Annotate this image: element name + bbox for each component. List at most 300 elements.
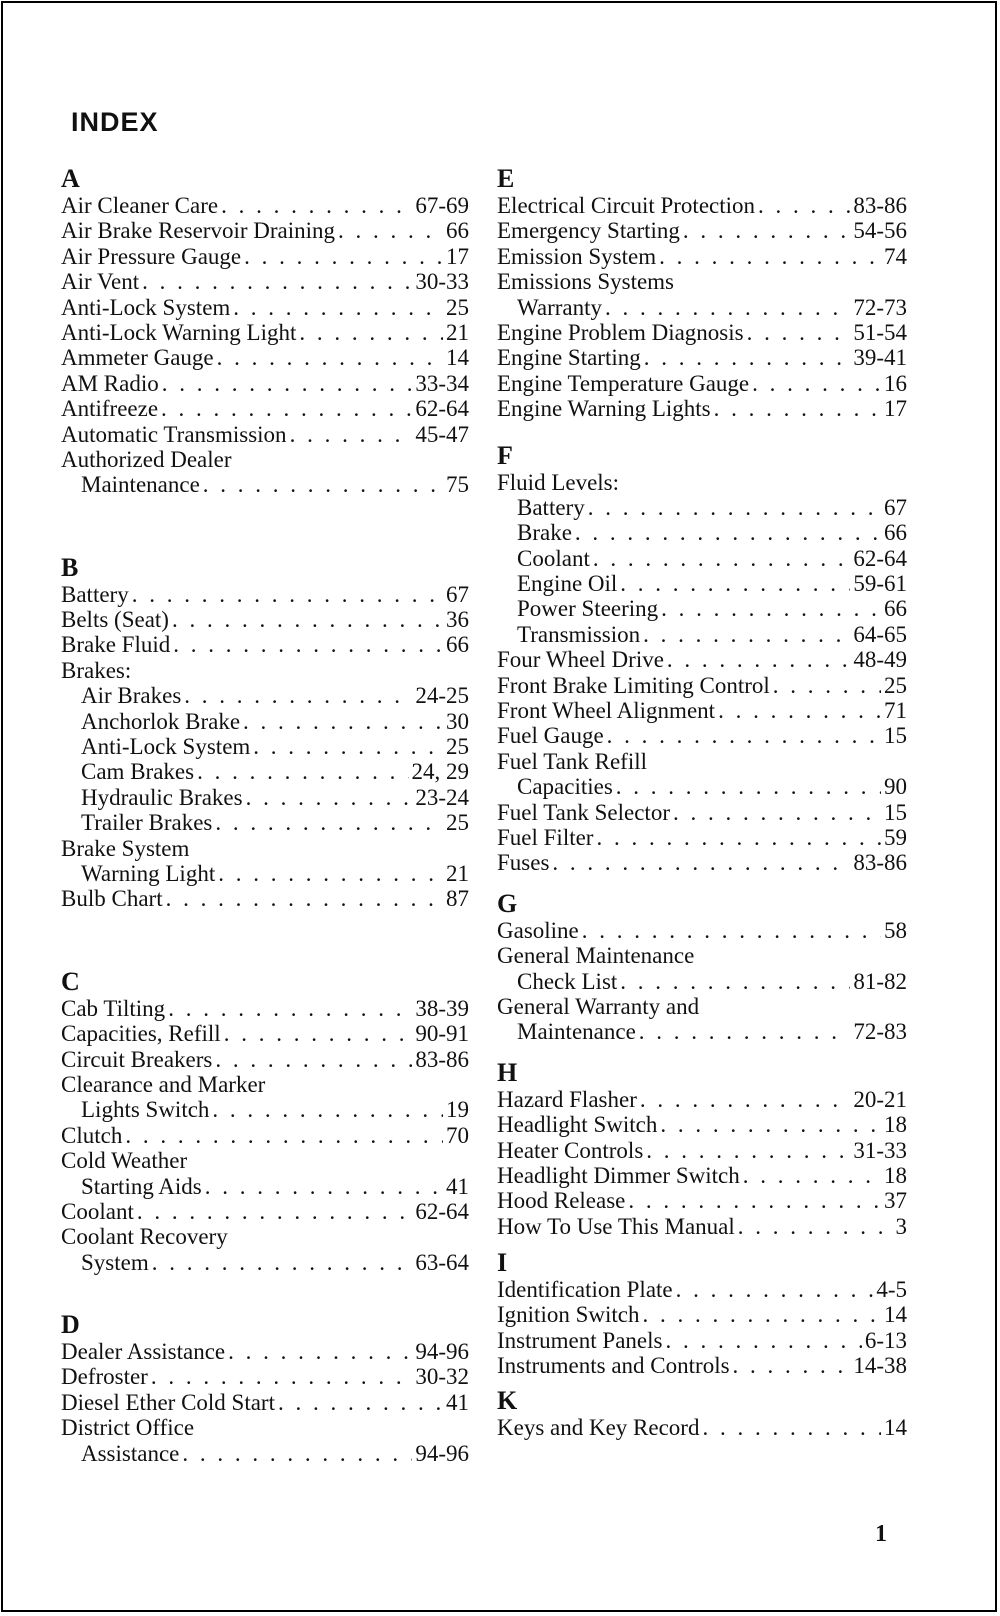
index-entry [497,723,907,748]
page-number: 1 [875,1521,887,1547]
index-entry [61,1364,469,1389]
entry-page: 30-32 [415,1364,469,1390]
index-entry [497,1353,907,1378]
entry-label: Instruments and Controls [497,1353,730,1379]
index-entry [61,683,469,708]
entry-label: Battery [517,494,585,520]
entry-page: 66 [884,596,907,622]
entry-label: Fuel Gauge [497,723,604,749]
entry-label: Front Wheel Alignment [497,698,716,724]
entry-page: 17 [446,243,469,269]
entry-page: 70 [446,1122,469,1148]
index-column-right [497,161,907,1440]
index-entry [497,1214,907,1239]
entry-page: 64-65 [853,621,907,647]
dot-leader [278,1390,443,1415]
entry-label: Circuit Breakers [61,1046,213,1072]
entry-label: Headlight Switch [497,1112,658,1138]
dot-leader [161,396,412,421]
entry-label: Engine Warning Lights [497,396,711,422]
entry-label: Engine Starting [497,345,641,371]
index-entry [497,371,907,396]
index-entry [497,470,907,495]
entry-label: Gasoline [497,917,579,943]
entry-label: Heater Controls [497,1137,644,1163]
dot-leader [224,1021,413,1046]
entry-page: 14 [884,1302,907,1328]
entry-label: Brake System [61,835,190,861]
dot-leader [665,1328,861,1353]
dot-leader [607,723,881,748]
entry-page: 67-69 [415,193,469,218]
entry-label: Antifreeze [61,396,159,422]
entry-label: Coolant [517,545,590,571]
index-entry [61,861,469,886]
entry-label: Emission System [497,243,657,269]
entry-page: 94-96 [415,1440,469,1466]
entry-page: 25 [446,810,469,836]
index-entry [61,193,469,218]
index-entry [61,269,469,294]
entry-page: 48-49 [853,647,907,673]
entry-page: 41 [446,1389,469,1415]
dot-leader [752,371,881,396]
dot-leader [172,607,443,632]
index-entry [497,218,907,243]
dot-leader [212,1097,443,1122]
entry-label: Bulb Chart [61,886,163,912]
dot-leader [221,193,412,218]
index-entry [61,810,469,835]
entry-label: Fuel Tank Refill [497,748,648,774]
entry-page: 62-64 [853,545,907,571]
entry-label: Check List [517,968,618,994]
index-entry [61,1415,469,1440]
dot-leader [605,295,850,320]
index-entry [61,472,469,497]
dot-leader [616,774,881,799]
dot-leader [552,850,850,875]
section-d [61,1311,469,1466]
section-letter: I [497,1248,508,1278]
entry-page: 71 [884,698,907,724]
index-entry [61,886,469,911]
section-b [61,554,469,912]
index-entry [497,1019,907,1044]
index-entry [61,422,469,447]
index-entry [497,571,907,596]
entry-label: Belts (Seat) [61,607,169,633]
entry-label: Automatic Transmission [61,421,287,447]
entry-page: 94-96 [415,1339,469,1365]
index-entry [61,1339,469,1364]
section-g [497,890,907,1045]
index-entry [497,1087,907,1112]
dot-leader [718,698,881,723]
entry-page: 14 [884,1414,907,1440]
entry-page: 19 [446,1097,469,1123]
entry-page: 33-34 [415,370,469,396]
dot-leader [644,345,851,370]
dot-leader [620,571,850,596]
index-entry [497,345,907,370]
entry-label: Coolant [61,1198,134,1224]
dot-leader [582,918,881,943]
index-entry [61,607,469,632]
entry-page: 14 [446,345,469,371]
entry-label: Engine Oil [517,571,618,597]
entry-page: 41 [446,1173,469,1199]
dot-leader [588,495,881,520]
entry-page: 51-54 [853,319,907,345]
entry-label: Air Vent [61,269,140,295]
entry-page: 15 [884,723,907,749]
index-entry [61,1390,469,1415]
entry-label: Capacities, Refill [61,1021,221,1047]
entry-page: 45-47 [415,421,469,447]
dot-leader [132,582,443,607]
dot-leader [290,422,413,447]
entry-label: Maintenance [517,1019,636,1045]
dot-leader [142,269,412,294]
dot-leader [733,1353,851,1378]
entry-label: Fuses [497,850,550,876]
index-entry [497,1302,907,1327]
dot-leader [714,396,881,421]
index-entry [61,1097,469,1122]
entry-page: 66 [884,520,907,546]
entry-page: 17 [884,396,907,422]
entry-page: 3 [895,1213,907,1239]
entry-label: Fuel Filter [497,824,594,850]
dot-leader [620,969,850,994]
entry-page: 6-13 [864,1327,907,1353]
entry-page: 66 [446,632,469,658]
entry-page: 30-33 [415,269,469,295]
dot-leader [152,1250,413,1275]
dot-leader [596,825,881,850]
entry-page: 20-21 [853,1086,907,1112]
entry-page: 25 [884,672,907,698]
section-letter: A [61,164,80,193]
entry-label: Anti-Lock System [81,734,251,760]
dot-leader [661,596,881,621]
entry-page: 25 [446,294,469,320]
entry-label: Anti-Lock Warning Light [61,319,297,345]
entry-page: 21 [446,860,469,886]
entry-label: Assistance [81,1440,180,1466]
index-entry [497,1163,907,1188]
index-entry [497,244,907,269]
index-entry [61,582,469,607]
entry-label: Headlight Dimmer Switch [497,1162,740,1188]
dot-leader [203,472,443,497]
section-e [497,165,907,422]
dot-leader [643,622,850,647]
index-entry [497,396,907,421]
entry-label: Air Brakes [81,683,182,709]
entry-label: Cam Brakes [81,759,195,785]
section-letter: F [497,440,513,470]
index-entry [61,1174,469,1199]
index-entry [497,774,907,799]
entry-label: Engine Temperature Gauge [497,370,750,396]
entry-label: Front Brake Limiting Control [497,672,770,698]
entry-label: Brake Fluid [61,632,171,658]
entry-label: AM Radio [61,370,159,396]
entry-page: 59-61 [853,571,907,597]
index-entry [497,546,907,571]
entry-label: Power Steering [517,596,659,622]
entry-page: 72-83 [853,1019,907,1045]
section-a [61,165,469,498]
entry-label: Air Brake Reservoir Draining [61,218,336,244]
entry-label: Lights Switch [81,1097,210,1123]
entry-page: 59 [884,824,907,850]
entry-page: 38-39 [415,995,469,1021]
dot-leader [197,759,408,784]
index-entry [61,447,469,472]
entry-label: Fluid Levels: [497,469,620,495]
entry-page: 30 [446,708,469,734]
section-k [497,1387,907,1440]
dot-leader [676,1277,874,1302]
dot-leader [738,1214,893,1239]
entry-label: Cab Tilting [61,995,166,1021]
index-entry [497,520,907,545]
section-i [497,1249,907,1379]
entry-label: Battery [61,581,129,607]
entry-page: 21 [446,319,469,345]
dot-leader [217,345,443,370]
entry-label: Defroster [61,1364,148,1390]
section-h [497,1059,907,1239]
dot-leader [253,734,443,759]
index-entry [497,673,907,698]
entry-label: Instrument Panels [497,1327,663,1353]
dot-leader [182,1441,412,1466]
entry-page: 66 [446,218,469,244]
entry-page: 62-64 [415,396,469,422]
dot-leader [660,1112,881,1137]
dot-leader [673,800,881,825]
dot-leader [639,1019,851,1044]
index-entry [497,850,907,875]
index-entry [61,785,469,810]
index-entry [61,1250,469,1275]
index-entry [61,218,469,243]
section-letter: K [497,1385,518,1415]
entry-page: 62-64 [415,1198,469,1224]
entry-label: Cold Weather [61,1148,188,1174]
entry-label: Transmission [517,621,641,647]
entry-label: Clutch [61,1122,123,1148]
entry-label: General Warranty and [497,993,700,1019]
dot-leader [338,218,443,243]
dot-leader [747,320,851,345]
entry-label: Authorized Dealer [61,446,232,472]
dot-leader [299,320,443,345]
index-entry [497,825,907,850]
entry-label: Diesel Ether Cold Start [61,1389,275,1415]
entry-label: Warranty [517,294,602,320]
index-entry [497,994,907,1019]
dot-leader [228,1339,412,1364]
entry-label: Emissions Systems [497,269,675,295]
index-entry [497,596,907,621]
entry-page: 15 [884,799,907,825]
dot-leader [151,1364,412,1389]
dot-leader [246,785,413,810]
section-letter: H [497,1057,518,1087]
entry-page: 63-64 [415,1249,469,1275]
entry-page: 83-86 [853,850,907,876]
entry-label: Engine Problem Diagnosis [497,319,744,345]
entry-label: Air Cleaner Care [61,193,219,218]
entry-page: 25 [446,734,469,760]
dot-leader [640,1087,850,1112]
index-entry [61,632,469,657]
index-entry [497,622,907,647]
index-entry [61,836,469,861]
index-entry [497,969,907,994]
dot-leader [659,244,881,269]
entry-label: Hydraulic Brakes [81,784,243,810]
entry-label: Four Wheel Drive [497,647,664,673]
index-entry [61,1021,469,1046]
index-entry [497,918,907,943]
section-letter: G [497,888,518,918]
entry-page: 37 [884,1188,907,1214]
entry-page: 16 [884,370,907,396]
entry-label: Clearance and Marker [61,1071,266,1097]
dot-leader [244,244,443,269]
entry-page: 74 [884,243,907,269]
index-entry [497,320,907,345]
dot-leader [702,1415,881,1440]
entry-page: 24-25 [415,683,469,709]
entry-page: 31-33 [853,1137,907,1163]
dot-leader [646,1138,850,1163]
entry-label: Air Pressure Gauge [61,243,242,269]
index-entry [61,345,469,370]
section-letter: B [61,552,79,582]
entry-page: 72-73 [853,294,907,320]
index-entry [61,244,469,269]
index-entry [61,1148,469,1173]
index-entry [61,1123,469,1148]
index-entry [61,709,469,734]
entry-label: Maintenance [81,472,200,498]
entry-label: Keys and Key Record [497,1414,700,1440]
dot-leader [137,1199,412,1224]
index-column-left [61,161,469,1466]
index-entry [497,943,907,968]
entry-page: 39-41 [853,345,907,371]
entry-page: 67 [446,581,469,607]
index-entry [61,1441,469,1466]
dot-leader [642,1302,881,1327]
entry-page: 18 [884,1112,907,1138]
dot-leader [593,546,850,571]
entry-label: District Office [61,1415,195,1441]
index-entry [497,269,907,294]
index-entry [497,647,907,672]
entry-page: 23-24 [415,784,469,810]
entry-page: 36 [446,607,469,633]
entry-page: 83-86 [415,1046,469,1072]
dot-leader [628,1188,881,1213]
entry-page: 4-5 [876,1277,907,1303]
entry-page: 18 [884,1162,907,1188]
entry-page: 54-56 [853,218,907,244]
section-letter: D [61,1310,80,1340]
page-title: INDEX [71,107,159,137]
entry-page: 90 [884,774,907,800]
dot-leader [575,520,881,545]
index-entry [497,1138,907,1163]
dot-leader [773,673,881,698]
dot-leader [743,1163,881,1188]
entry-label: Dealer Assistance [61,1339,226,1365]
entry-label: Brakes: [61,657,132,683]
entry-page: 90-91 [415,1021,469,1047]
entry-label: Electrical Circuit Protection [497,193,756,218]
entry-page: 87 [446,886,469,912]
section-c [61,968,469,1275]
entry-label: Brake [517,520,572,546]
entry-page: 75 [446,472,469,498]
entry-page: 81-82 [853,968,907,994]
entry-label: Capacities [517,774,613,800]
index-entry [61,1047,469,1072]
dot-leader [667,647,850,672]
dot-leader [184,683,412,708]
dot-leader [218,861,443,886]
index-entry [497,1112,907,1137]
index-entry [497,495,907,520]
index-entry [497,1415,907,1440]
dot-leader [173,632,443,657]
dot-leader [233,295,443,320]
index-entry [61,759,469,784]
entry-label: General Maintenance [497,943,695,969]
index-entry [497,295,907,320]
entry-label: Emergency Starting [497,218,680,244]
index-page [1,1,997,1612]
entry-label: Coolant Recovery [61,1224,228,1250]
entry-label: Starting Aids [81,1173,202,1199]
entry-label: Anchorlok Brake [81,708,241,734]
index-entry [61,295,469,320]
section-letter: C [61,966,80,996]
index-entry [61,1224,469,1249]
index-entry [497,1188,907,1213]
entry-label: Ammeter Gauge [61,345,214,371]
index-entry [61,1199,469,1224]
index-entry [497,193,907,218]
dot-leader [758,193,850,218]
dot-leader [168,996,412,1021]
entry-page: 24, 29 [411,759,469,785]
entry-page: 83-86 [853,193,907,218]
index-entry [497,698,907,723]
section-letter: E [497,164,515,193]
index-entry [61,396,469,421]
index-entry [61,320,469,345]
section-f [497,442,907,876]
dot-leader [125,1123,443,1148]
